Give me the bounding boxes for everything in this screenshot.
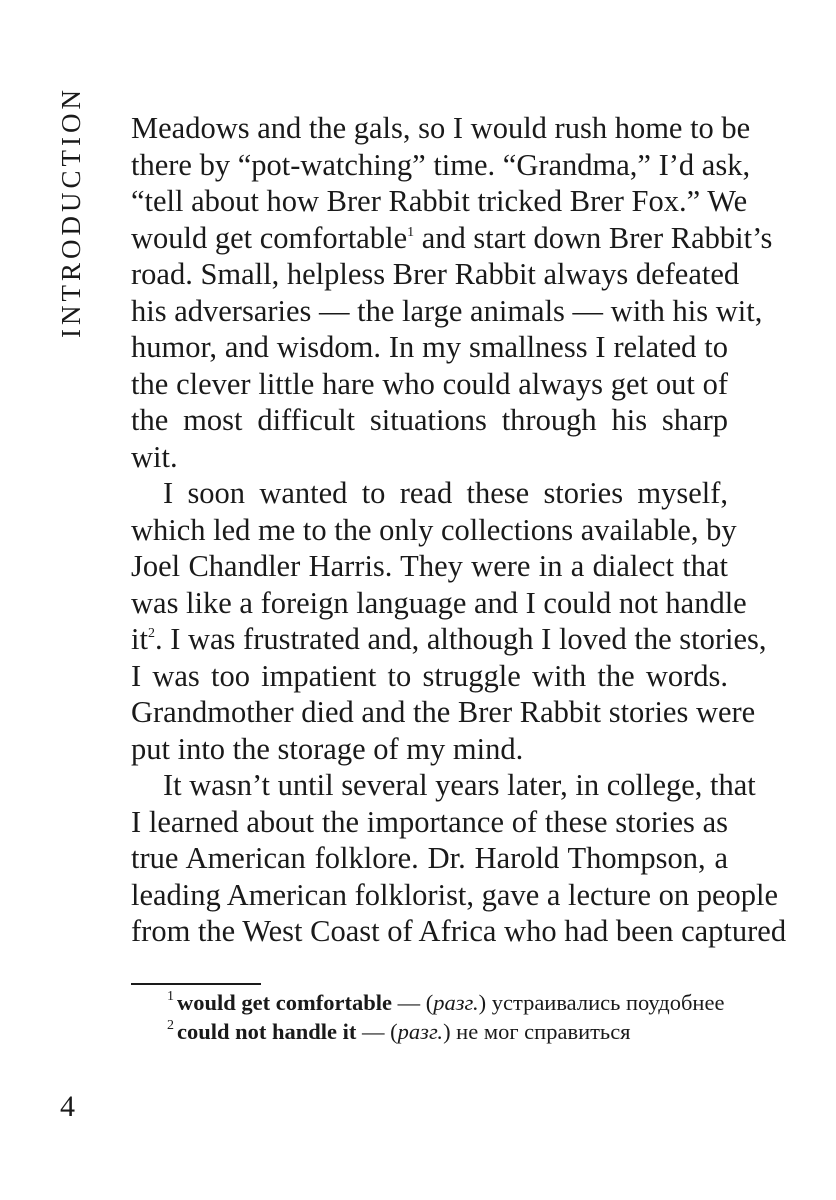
text-line: “tell about how Brer Rabbit tricked Brer Fox.” We [131, 184, 748, 218]
footnote-translation: ) не мог справиться [443, 1019, 631, 1044]
footnote-ref-1: 1 [407, 224, 415, 240]
text-fragment: . I was frustrated and, although I loved the stories, [154, 622, 767, 656]
footnote-label: разг. [397, 1019, 444, 1044]
footnotes [131, 988, 728, 1046]
text-line: the most difficult situations through his sharp [131, 403, 728, 437]
running-head: INTRODUCTION [56, 86, 86, 338]
footnote-number: 2 [167, 1018, 174, 1033]
footnote-term: could not handle it [177, 1019, 357, 1044]
footnote-2 [131, 1017, 728, 1046]
text-line: his adversaries — the large animals — with his wit, [131, 293, 763, 328]
text-line: put into the storage of my mind. [131, 731, 524, 766]
footnote-ref-2: 2 [147, 626, 155, 641]
text-line: from the West Coast of Africa who had been captured [131, 914, 787, 948]
text-line [131, 220, 773, 257]
footnote-1 [131, 988, 728, 1017]
text-fragment: and start down Brer Rabbit’s [421, 220, 773, 255]
text-line: I was too impatient to struggle with the words. [131, 658, 728, 693]
footnote-label: разг. [433, 990, 479, 1015]
text-line: which led me to the only collections available, by [131, 512, 737, 547]
text-line: there by “pot-watching” time. “Grandma,” I’d ask, [131, 147, 751, 182]
text-line: Grandmother died and the Brer Rabbit stories were [131, 695, 756, 729]
text-line: wit. [131, 439, 178, 474]
text-line: humor, and wisdom. In my smallness I related to [131, 330, 728, 364]
text-fragment: would get comfortable [131, 220, 408, 255]
text-line: I learned about the importance of these stories as [131, 804, 728, 839]
body-text [131, 110, 787, 950]
footnote-dash: — ( [391, 990, 434, 1015]
page-number: 4 [60, 1090, 75, 1123]
footnote-dash: — ( [356, 1019, 398, 1044]
text-line [131, 621, 767, 658]
text-line: Meadows and the gals, so I would rush home to be [131, 111, 751, 145]
text-line: It wasn’t until several years later, in college, that [163, 768, 756, 802]
text-line: the clever little hare who could always get out of [131, 366, 728, 401]
text-line: true American folklore. Dr. Harold Thompson, a [131, 841, 728, 875]
text-fragment: it [131, 622, 148, 656]
footnote-divider [131, 983, 261, 985]
footnote-translation: ) устраивались поудобнее [478, 990, 725, 1015]
text-line: road. Small, helpless Brer Rabbit always defeated [131, 257, 740, 291]
text-line: Joel Chandler Harris. They were in a dialect that [131, 549, 728, 583]
text-line: leading American folklorist, gave a lecture on people [131, 877, 779, 912]
footnote-term: would get comfortable [177, 990, 392, 1015]
text-line: I soon wanted to read these stories myself, [163, 476, 728, 510]
footnote-number: 1 [167, 989, 174, 1004]
text-line: was like a foreign language and I could not handle [131, 585, 747, 620]
